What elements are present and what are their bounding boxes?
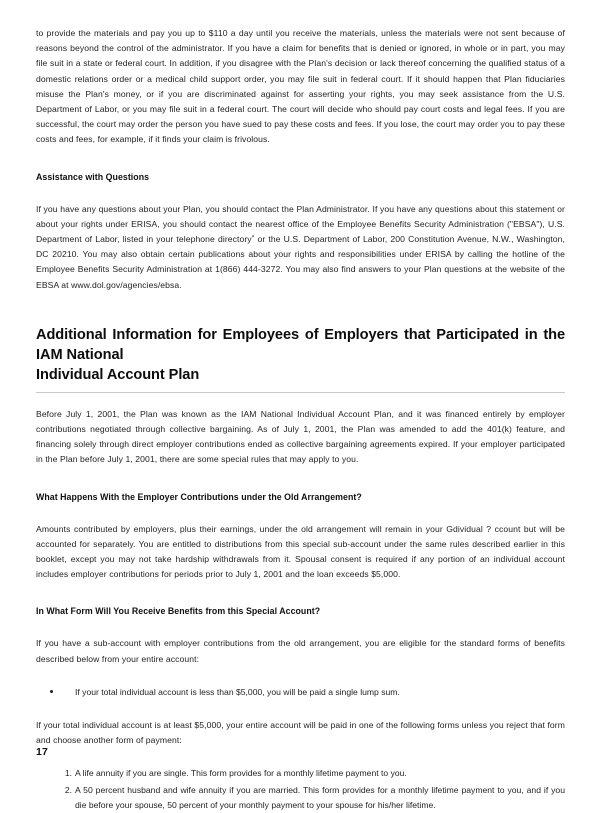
- list-item-text: A life annuity if you are single. This form provides for a monthly lifetime payment to you.: [75, 768, 407, 779]
- main-heading-line-2: Individual Account Plan: [36, 366, 200, 383]
- old-arrangement-paragraph: Amounts contributed by employers, plus their earnings, under the old arrangement will remain in your Gdividual ? ccount but will be accounted for separately. You are entitled to distributions from this special sub-account under the same rules described earlier in this booklet, except you may not take hardship withdrawals from it. Spousal consent is required if any portion of an individual account includes employer contributions for periods prior to July 1, 2001 and the loan exceeds $5,000.: [36, 523, 565, 580]
- bullet-dot-icon: [50, 690, 53, 693]
- special-account-paragraph: If you have a sub-account with employer contributions from the old arrangement, you are eligible for the standard forms of benefits described below from your entire account:: [36, 638, 565, 664]
- old-arrangement-heading: What Happens With the Employer Contributions under the Old Arrangement?: [36, 491, 362, 502]
- forms-intro-paragraph: If your total individual account is at least $5,000, your entire account will be paid in one of the following forms unless you reject that form and choose another form of payment:: [36, 720, 565, 746]
- benefit-bullet-list: [36, 685, 565, 700]
- main-heading-line-1: Additional Information for Employees of Employers that Participated in the IAM National: [36, 326, 565, 363]
- list-item-number: 2.: [64, 784, 72, 795]
- spacer: [36, 618, 565, 636]
- spacer: [36, 667, 565, 685]
- spacer: [36, 700, 565, 718]
- spacer: [36, 148, 565, 170]
- list-item: [36, 685, 565, 700]
- spacer: [36, 582, 565, 604]
- spacer: [36, 393, 565, 407]
- assistance-paragraph: [36, 202, 565, 293]
- spacer: [36, 315, 565, 325]
- spacer: [36, 184, 565, 202]
- list-item: [36, 783, 565, 813]
- opening-paragraph: to provide the materials and pay you up to $110 a day until you receive the materials, unless the materials were not sent because of reasons beyond the control of the administrator. If you have a claim for benefits that is denied or ignored, in whole or in part, you may file suit in a state or federal court. In addition, if you disagree with the Plan's decision or lack thereof concerning the qualified status of a domestic relations order or a medical child support order, you may file suit in federal court. If it should happen that Plan fiduciaries misuse the Plan's money, or if you are discriminated against for asserting your rights, you may seek assistance from the U.S. Department of Labor, or you may file suit in a federal court. The court will decide who should pay court costs and legal fees. If you are successful, the court may order the person you have sued to pay these costs and fees. If you lose, the court may order you to pay these costs and fees, for example, if it finds your claim is frivolous.: [36, 28, 565, 145]
- list-item-number: 1.: [64, 768, 72, 779]
- assistance-with-questions-heading: Assistance with Questions: [36, 171, 150, 182]
- special-account-heading: In What Form Will You Receive Benefits from this Special Account?: [36, 606, 321, 617]
- list-item-text: A 50 percent husband and wife annuity if you are married. This form provides for a monthly lifetime payment to you, and if you die before your spouse, 50 percent of your monthly payment to your spouse for his/her lifetime.: [75, 784, 565, 810]
- page-number: 17: [36, 746, 49, 758]
- spacer: [36, 468, 565, 490]
- spacer: [36, 504, 565, 522]
- assistance-paragraph-part1: If you have any questions about your Plan, you should contact the Plan Administrator. If you have any questions about this statement or about your rights under ERISA, you should contact the nearest office of the Employee Benefits Security Administration ("EBSA"), U.S. Department of Labor, listed in your telephone directory: [36, 203, 565, 245]
- footnote-asterisk-marker: *: [251, 234, 255, 242]
- list-item: [36, 766, 565, 781]
- assistance-paragraph-part2: or the U.S. Department of Labor, 200 Constitution Avenue, N.W., Washington, DC 20210. You may also obtain certain publications about your rights and responsibilities under ERISA by calling the hotline of the Employee Benefits Security Administration at 1(866) 444-3272. You may also find answers to your Plan questions at the website of the EBSA at www.dol.gov/agencies/ebsa.: [36, 234, 566, 290]
- bullet-item-text: If your total individual account is less than $5,000, you will be paid a single lump sum.: [75, 686, 400, 697]
- spacer: [36, 293, 565, 315]
- main-section-heading: [36, 325, 565, 385]
- payment-forms-numbered-list: [36, 766, 565, 813]
- iam-intro-paragraph: Before July 1, 2001, the Plan was known as the IAM National Individual Account Plan, and it was financed entirely by employer contributions negotiated through collective bargaining. As of July 1, 2001, the Plan was amended to add the 401(k) feature, and financing solely through direct employer contributions ended as collective bargaining agreements expired. If your employer participated in the Plan before July 1, 2001, there are some special rules that may apply to you.: [36, 408, 565, 465]
- spacer: [36, 748, 565, 766]
